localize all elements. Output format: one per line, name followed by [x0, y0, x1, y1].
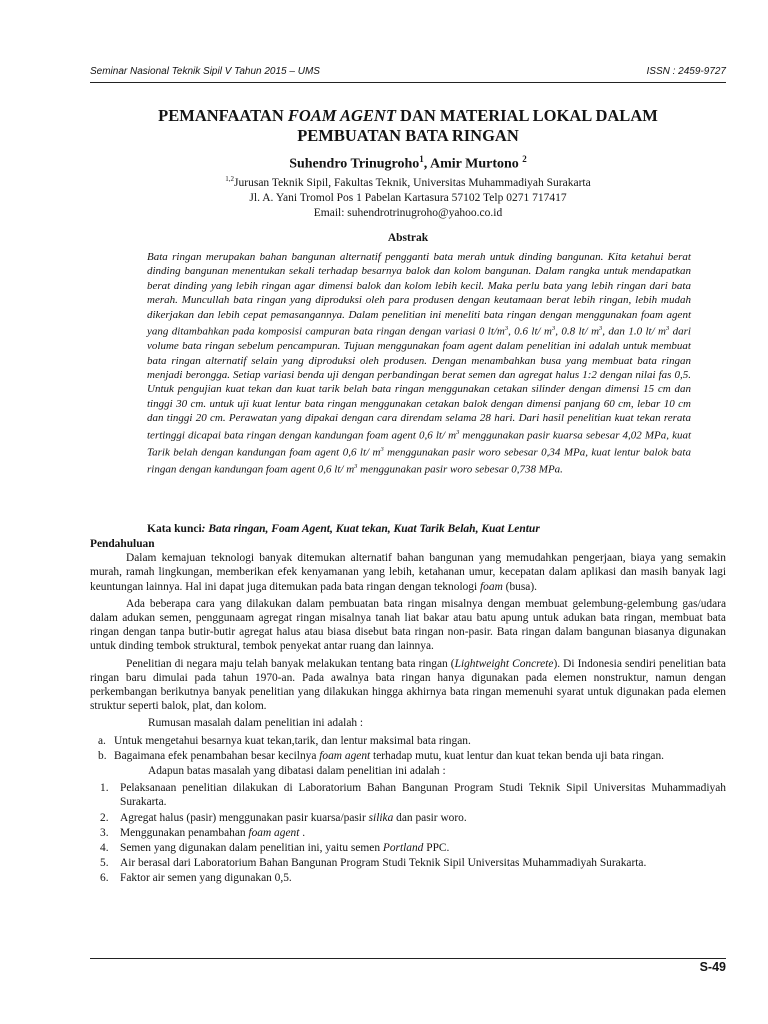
paper-title [90, 106, 726, 146]
footer-rule [90, 958, 726, 959]
problem-list [90, 734, 726, 763]
introduction-section [90, 537, 726, 887]
affiliation-address: Jl. A. Yani Tromol Pos 1 Pabelan Kartasura 57102 Telp 0271 717417 [249, 191, 567, 204]
affiliation-dept: $^{1,2}$Jurusan Teknik Sipil, Fakultas Teknik, Universitas Muhammadiyah Surakarta [225, 175, 591, 189]
keywords-label: Kata kunci [147, 523, 202, 535]
author-2: Amir Murtono [430, 156, 523, 172]
list-item: 6. Faktor air semen yang digunakan 0,5. [100, 872, 292, 885]
header-issn: ISSN : 2459-9727 [646, 66, 726, 77]
title-line-1: PEMANFAATAN FOAM AGENT DAN MATERIAL LOKAL DALAM [158, 106, 658, 125]
author-list: Suhendro Trinugroho$^1$, Amir Murtono $^2$ [289, 154, 527, 172]
list-item: 1. Pelaksanaan penelitian dilakukan di Laboratorium Bahan Bangunan Program Studi Teknik Sipil Universitas Muhammadiyah Surakarta. [100, 782, 726, 809]
list-item: 3. Menggunakan penambahan foam agent . [100, 826, 306, 839]
affiliation [90, 172, 726, 221]
section-heading: Pendahuluan [90, 538, 155, 550]
title-line-2: PEMBUATAN BATA RINGAN [297, 126, 519, 145]
keywords-value: : Bata ringan, Foam Agent, Kuat tekan, Kuat Tarik Belah, Kuat Lentur [201, 523, 540, 535]
header-conference: Seminar Nasional Teknik Sipil V Tahun 2015 – UMS [90, 66, 320, 77]
abstract-body: Bata ringan merupakan bahan bangunan alternatif pengganti bata merah untuk dinding bangunan. Kita ketahui berat dinding bangunan menentukan sekali terhadap besarnya balok dan kolom bangunan. Dalam rangka untuk mendapatkan berat dinding yang lebih ringan agar dimensi balok dan kolom lebih kecil. Maka perlu bata yang lebih ringan dari bata merah. Muncullah bata ringan yang diproduksi oleh para produsen dengan keutamaan berat lebih ringan, lebih mudah dikerjakan dan lebih cepat pemasangannya. Dalam penelitian ini meneliti bata ringan dengan menggunakan foam agent yang ditambahkan pada komposisi campuran bata ringan dengan variasi 0 $lt/m^3$, 0.6 lt/ $m^3$, 0.8 lt/ $m^3$, dan 1.0 lt/ $m^3$ dari volume bata ringan sebelum pencampuran. Tujuan menggunakan foam agent dalam penelitian ini adalah untuk membuat bata ringan alternatif selain yang diproduksi oleh produsen. Dengan menambahkan busa yang membuat bata ringan menjadi berongga. Setiap variasi benda uji dengan perbandingan berat semen dan agregat halus 1:2 dengan nilai fas 0,5. Untuk pengujian kuat tekan dan kuat tarik belah bata ringan menggunakan cetakan silinder dengan dimensi 15 cm dan tinggi 30 cm. untuk uji kuat lentur bata ringan menggunakan cetakan balok dengan dimensi panjang 60 cm, lebar 10 cm dan tinggi 20 cm. Perawatan yang dipakai dengan cara direndam selama 28 hari. Dari hasil penelitian kuat tekan rerata tertinggi dicapai bata ringan dengan kandungan foam agent 0,6 lt/ $m^3$ menggunakan pasir kuarsa sebesar 4,02 MPa, kuat Tarik belah dengan kandungan foam agent 0,6 lt/ $m^3$ menggunakan pasir woro sebesar 0,34 MPa, kuat lentur balok bata ringan dengan kandungan foam agent 0,6 lt/ $m^3$ menggunakan pasir woro sebesar 0,738 MPa. [147, 251, 692, 476]
keywords [147, 523, 707, 535]
list-item: b. Bagaimana efek penambahan besar kecilnya foam agent terhadap mutu, kuat lentur dan kuat tekan benda uji bata ringan. [98, 749, 665, 762]
list-item: 5. Air berasal dari Laboratorium Bahan Bangunan Program Studi Teknik Sipil Universitas Muhammadiyah Surakarta. [100, 857, 647, 870]
list-item: a. Untuk mengetahui besarnya kuat tekan,tarik, dan lentur maksimal bata ringan. [98, 734, 471, 747]
list-item: 4. Semen yang digunakan dalam penelitian ini, yaitu semen Portland PPC. [100, 842, 450, 855]
affiliation-email: Email: suhendrotrinugroho@yahoo.co.id [313, 206, 503, 219]
header-rule [90, 82, 726, 83]
page-number: S-49 [699, 960, 726, 974]
list-item: 2. Agregat halus (pasir) menggunakan pasir kuarsa/pasir silika dan pasir woro. [100, 811, 467, 824]
author-1: Suhendro Trinugroho [289, 156, 420, 172]
paragraph-2: Ada beberapa cara yang dilakukan dalam pembuatan bata ringan misalnya dengan membuat gelembung-gelembung gas/udara dalam adukan semen, penggunaam agregat ringan misalnya tanah liat bakar atau batu apung untuk adukan bata ringan, membuat bata ringan dengan tanpa butir-butir agregat halus atau biasa disebut bata ringan non-pasir. Bata ringan dalam bangunan biasanya digunakan untuk dinding tembok struktural, tembok penyekat antar ruang dan lainnya. [90, 597, 726, 653]
paragraph-4: Rumusan masalah dalam penelitian ini adalah : [148, 717, 364, 730]
paragraph-1: Dalam kemajuan teknologi banyak ditemukan alternatif bahan bangunan yang memudahkan pengerjaan, biaya yang semakin murah, ramah lingkungan, memberikan efek kenyamanan yang lebih, ketahanan umur, kecepatan dalam aplikasi dan masih banyak lagi keuntungan lainnya. Hal ini dapat juga ditemukan pada bata ringan dengan teknologi foam (busa). [90, 552, 726, 593]
paragraph-5: Adapun batas masalah yang dibatasi dalam penelitian ini adalah : [148, 765, 446, 778]
scope-list [90, 781, 726, 885]
paragraph-3: Penelitian di negara maju telah banyak melakukan tentang bata ringan (Lightweight Concrete). Di Indonesia sendiri penelitian bata ringan baru dimulai pada tahun 1970-an. Pada awalnya bata ringan hanya digunakan pada elemen nonstruktur, namun dengan perkembangan berikutnya banyak penelitian yang dilakukan hingga akhirnya bata ringan memenuhi syarat untuk digunakan pada elemen struktur seperti balok, plat, dan kolom. [90, 657, 726, 713]
abstract-heading: Abstrak [387, 232, 429, 244]
